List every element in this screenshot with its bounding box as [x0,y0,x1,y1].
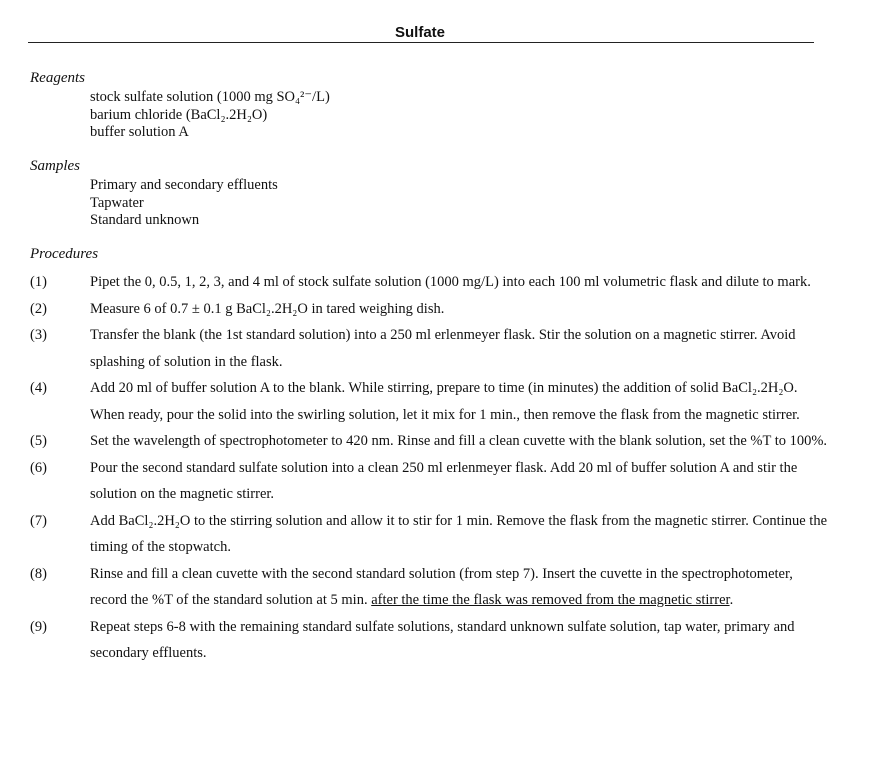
step-text: Pour the second standard sulfate solution into a clean 250 ml erlenmeyer flask. Add 20 ml of buffer solution A and stir the solution on the magnetic stirrer. [90,459,798,502]
step-text: Repeat steps 6-8 with the remaining standard sulfate solutions, standard unknown sulfate solution, tap water, primary and secondary effluents. [90,618,795,661]
step-number: (7) [30,512,47,529]
step-number: (5) [30,433,47,449]
reagents-list [90,89,330,142]
procedure-step [30,296,830,323]
step-text: Add BaCl₂.2H₂O to the stirring solution and allow it to stir for 1 min. Remove the flask from the magnetic stirrer. Continue the timing of the stopwatch. [90,512,828,555]
procedure-step [30,269,830,296]
step-number: (9) [30,618,47,635]
title-divider [28,42,814,43]
list-item: buffer solution A [90,124,189,140]
step-number: (4) [30,380,47,396]
step-text: Transfer the blank (the 1st standard solution) into a 250 ml erlenmeyer flask. Stir the solution on a magnetic stirrer. Avoid splashing of solution in the flask. [90,327,796,370]
procedure-step [30,455,830,508]
step-underlined-text: after the time the flask was removed from the magnetic stirrer [371,592,730,608]
step-text-end: . [729,592,734,608]
step-number: (8) [30,565,47,582]
list-item: stock sulfate solution (1000 mg SO₄²⁻/L) [90,89,330,105]
procedure-step [30,375,830,428]
list-item: Standard unknown [90,212,200,228]
samples-heading: Samples [30,158,80,174]
step-text: Set the wavelength of spectrophotometer to 420 nm. Rinse and fill a clean cuvette with the blank solution, set the %T to 100%. [90,433,828,449]
list-item: Tapwater [90,194,144,211]
step-text: Add 20 ml of buffer solution A to the blank. While stirring, prepare to time (in minutes) the addition of solid BaCl₂.2H₂O. When ready, pour the solid into the swirling solution, let it mix for 1 min., then remove the flask from the magnetic stirrer. [90,380,800,423]
step-number: (2) [30,300,47,317]
procedure-step [30,508,830,561]
step-number: (6) [30,459,47,476]
step-text: Pipet the 0, 0.5, 1, 2, 3, and 4 ml of stock sulfate solution (1000 mg/L) into each 100 ml volumetric flask and dilute to mark. [90,274,811,290]
step-text: Measure 6 of 0.7 ± 0.1 g BaCl₂.2H₂O in tared weighing dish. [90,300,445,317]
procedure-step [30,322,830,375]
step-number: (3) [30,327,47,343]
step-text: Rinse and fill a clean cuvette with the second standard solution (from step 7). Insert the cuvette in the spectrophotometer, record the %T of the standard solution at 5 min. [90,565,793,608]
procedure-step [30,428,830,455]
reagents-heading: Reagents [30,70,85,86]
procedures-heading: Procedures [30,246,99,262]
procedure-step [30,614,830,667]
list-item: Primary and secondary effluents [90,177,278,193]
list-item: barium chloride (BaCl₂.2H₂O) [90,106,268,123]
samples-list [90,177,278,230]
step-number: (1) [30,274,47,290]
page-title: Sulfate [394,24,445,41]
procedure-steps [30,269,830,667]
procedure-step [30,561,830,614]
